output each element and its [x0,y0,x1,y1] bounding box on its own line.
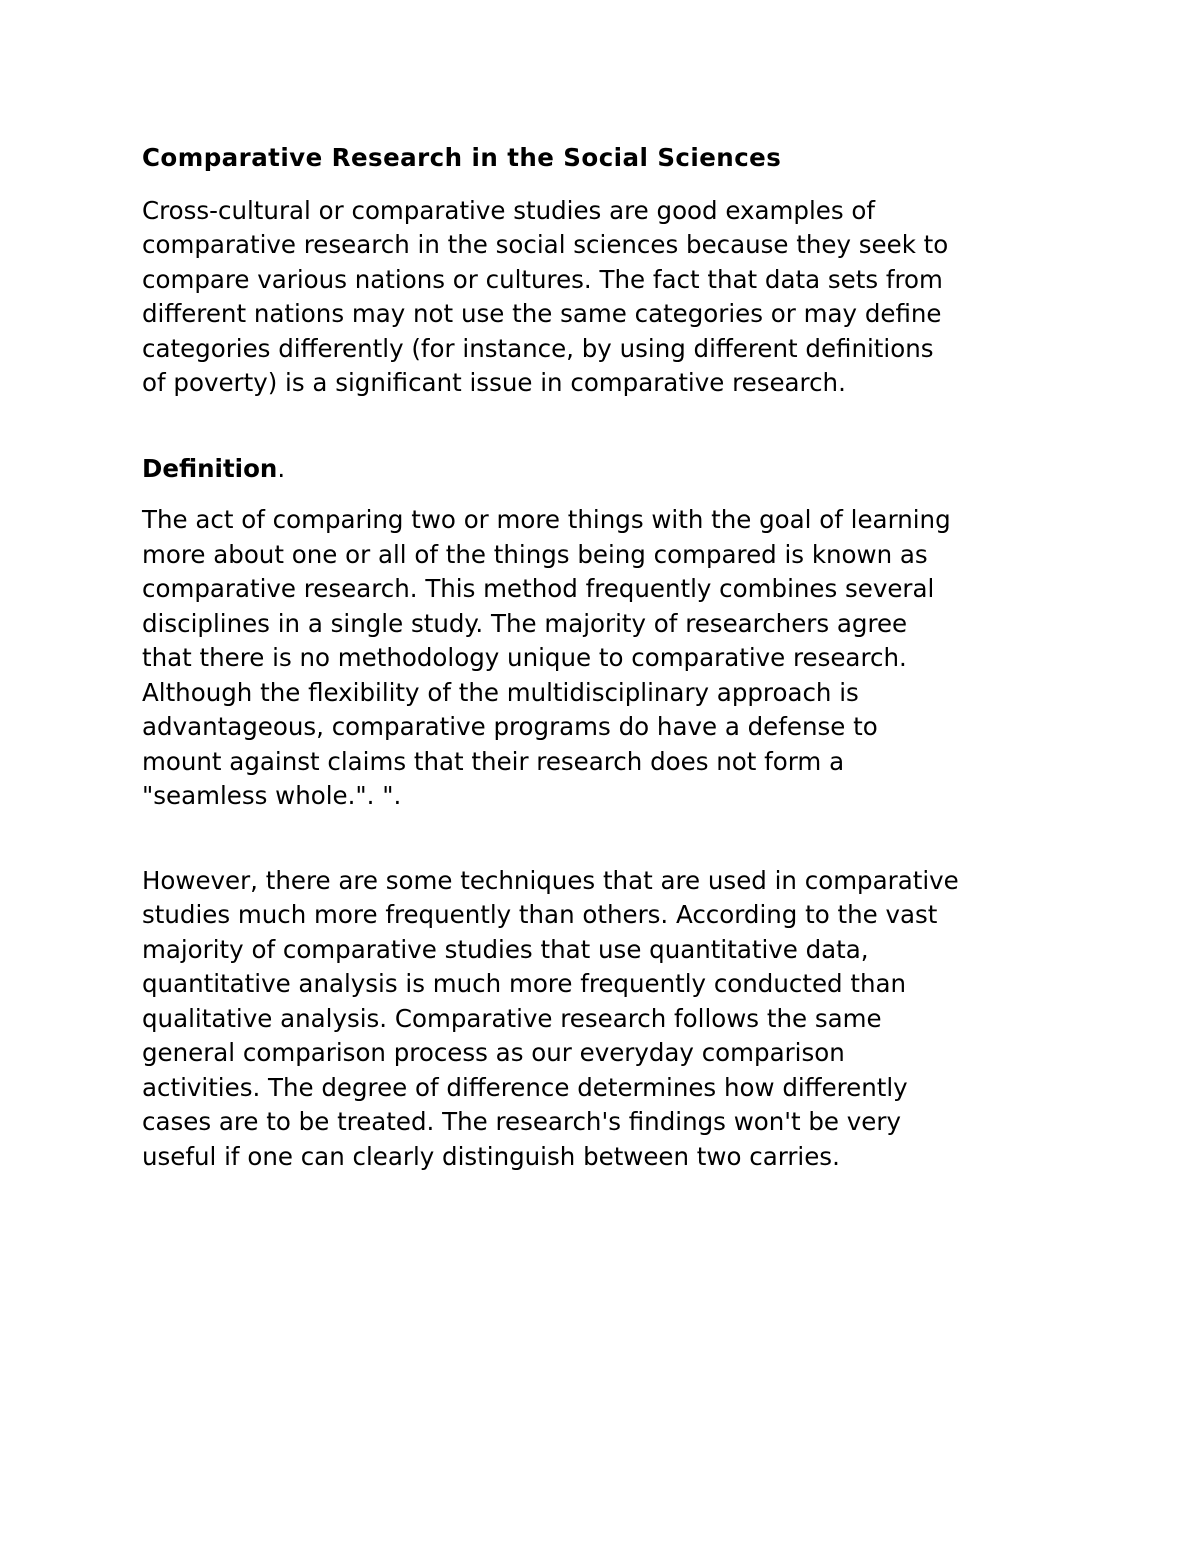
text-line: that there is no methodology unique to comparative research. [142,643,907,672]
text-line: disciplines in a single study. The majority of researchers agree [142,608,908,638]
text-line: mount against claims that their research does not form a [142,746,845,776]
text-line: majority of comparative studies that use quantitative data, [142,934,869,964]
text-line: more about one or all of the things being compared is known as [142,539,928,569]
text-line: activities. The degree of difference determines how differently [142,1072,908,1102]
text-line: comparative research in the social sciences because they seek to [142,230,949,259]
text-line: However, there are some techniques that are used in comparative [142,865,959,895]
text-line: comparative research. This method frequently combines several [142,574,935,603]
text-line: qualitative analysis. Comparative research follows the same [142,1003,882,1033]
document-body [142,141,1082,1174]
text-line: compare various nations or cultures. The fact that data sets from [142,264,943,294]
paragraph-techniques [142,864,1082,1175]
text-line: The act of comparing two or more things with the goal of learning [142,505,951,534]
definition-heading-text: Definition [142,453,278,483]
text-line: general comparison process as our everyday comparison [142,1038,845,1067]
text-line: of poverty) is a significant issue in comparative research. [142,368,846,397]
text-line: Cross-cultural or comparative studies are good examples of [142,195,876,225]
text-line: advantageous, comparative programs do have a defense to [142,712,878,741]
text-line: quantitative analysis is much more frequently conducted than [142,969,907,998]
text-line: Although the flexibility of the multidisciplinary approach is [142,677,859,707]
text-line: useful if one can clearly distinguish between two carries. [142,1141,840,1171]
definition-heading-period: . [277,453,286,483]
text-line: cases are to be treated. The research's findings won't be very [142,1107,901,1136]
definition-heading [142,452,1082,487]
text-line: "seamless whole.". ". [142,781,402,810]
text-line: categories differently (for instance, by using different definitions [142,333,934,363]
text-line: studies much more frequently than others. According to the vast [142,900,938,929]
text-line: different nations may not use the same categories or may define [142,299,942,328]
paragraph-intro [142,194,1082,401]
paragraph-definition [142,503,1082,814]
document-title: Comparative Research in the Social Sciences [142,143,782,172]
